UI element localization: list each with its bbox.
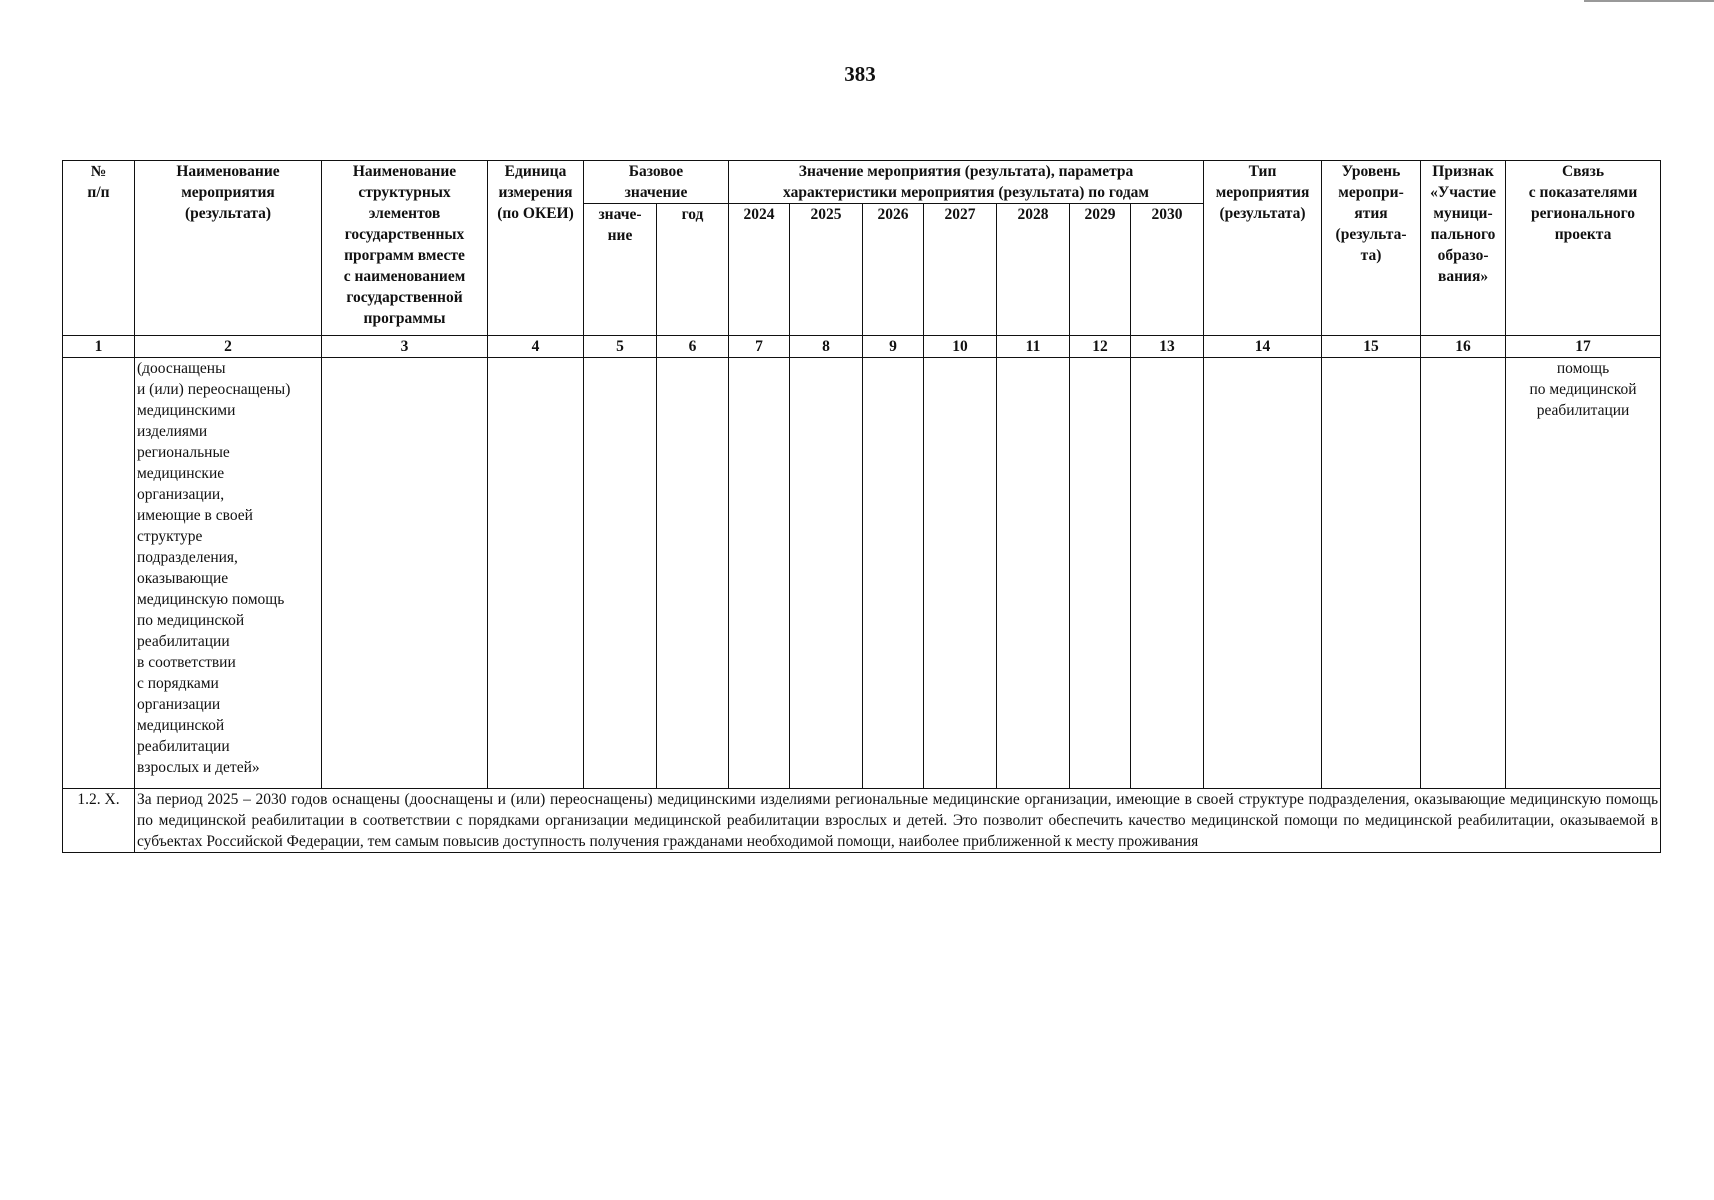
year-value-cell: [863, 358, 924, 789]
header-measure-name: Наименование мероприятия (результата): [135, 161, 322, 336]
year-value-cell: [924, 358, 997, 789]
column-number: 14: [1204, 336, 1322, 358]
header-year: 2029: [1070, 204, 1131, 336]
base-value-cell: [584, 358, 657, 789]
column-number: 16: [1421, 336, 1506, 358]
year-value-cell: [790, 358, 863, 789]
header-year: 2030: [1131, 204, 1204, 336]
column-number: 15: [1322, 336, 1421, 358]
column-number: 8: [790, 336, 863, 358]
column-number: 12: [1070, 336, 1131, 358]
column-number-row: [63, 336, 1661, 358]
column-number: 17: [1506, 336, 1661, 358]
scan-edge-line: [1584, 0, 1714, 2]
header-structural-elements: Наименование структурных элементов государственных программ вместе с наименованием государственной программы: [322, 161, 488, 336]
header-base-value-year: год: [657, 204, 729, 336]
header-year: 2024: [729, 204, 790, 336]
type-cell: [1204, 358, 1322, 789]
note-text: За период 2025 – 2030 годов оснащены (дооснащены и (или) переоснащены) медицинскими изделиями региональные медицинские организации, имеющие в своей структуре подразделения, оказывающие медицинскую помощь по медицинской реабилитации в соответствии с порядками организации медицинской реабилитации взрослых и детей. Это позволит обеспечить качество медицинской помощи по медицинской реабилитации, оказываемой в субъектах Российской Федерации, тем самым повысив доступность получения гражданами необходимой помощи, наиболее приближенной к месту проживания: [135, 789, 1661, 853]
header-year: 2027: [924, 204, 997, 336]
header-year: 2025: [790, 204, 863, 336]
base-year-cell: [657, 358, 729, 789]
column-number: 6: [657, 336, 729, 358]
note-row: [63, 789, 1661, 853]
note-number: 1.2. X.: [63, 789, 135, 853]
header-base-value-value: значе- ние: [584, 204, 657, 336]
header-municipal-flag: Признак «Участие муници- пального образо- вания»: [1421, 161, 1506, 336]
year-value-cell: [729, 358, 790, 789]
municipal-cell: [1421, 358, 1506, 789]
measure-name-cell: (дооснащены и (или) переоснащены) медицинскими изделиями региональные медицинские организации, имеющие в своей структуре подразделения, оказывающие медицинскую помощь по медицинской реабилитации в соответствии с порядками организации медицинской реабилитации взрослых и детей»: [135, 358, 322, 789]
column-number: 5: [584, 336, 657, 358]
header-project-link: Связь с показателями регионального проекта: [1506, 161, 1661, 336]
year-value-cell: [1131, 358, 1204, 789]
column-number: 10: [924, 336, 997, 358]
table-row: [63, 358, 1661, 789]
row-num-cell: [63, 358, 135, 789]
header-measure-type: Тип мероприятия (результата): [1204, 161, 1322, 336]
column-number: 7: [729, 336, 790, 358]
page-number: 383: [844, 62, 876, 86]
header-base-value: Базовое значение: [584, 161, 729, 204]
header-num: № п/п: [63, 161, 135, 336]
measures-table: [62, 160, 1661, 853]
year-value-cell: [1070, 358, 1131, 789]
header-year: 2026: [863, 204, 924, 336]
year-value-cell: [997, 358, 1070, 789]
header-measure-level: Уровень меропри- ятия (результа- та): [1322, 161, 1421, 336]
header-year: 2028: [997, 204, 1070, 336]
unit-cell: [488, 358, 584, 789]
column-number: 9: [863, 336, 924, 358]
header-years-group: Значение мероприятия (результата), параметра характеристики мероприятия (результата) по годам: [729, 161, 1204, 204]
column-number: 2: [135, 336, 322, 358]
column-number: 11: [997, 336, 1070, 358]
column-number: 4: [488, 336, 584, 358]
column-number: 1: [63, 336, 135, 358]
level-cell: [1322, 358, 1421, 789]
column-number: 3: [322, 336, 488, 358]
column-number: 13: [1131, 336, 1204, 358]
structural-cell: [322, 358, 488, 789]
project-link-cell: помощь по медицинской реабилитации: [1506, 358, 1661, 789]
header-unit: Единица измерения (по ОКЕИ): [488, 161, 584, 336]
